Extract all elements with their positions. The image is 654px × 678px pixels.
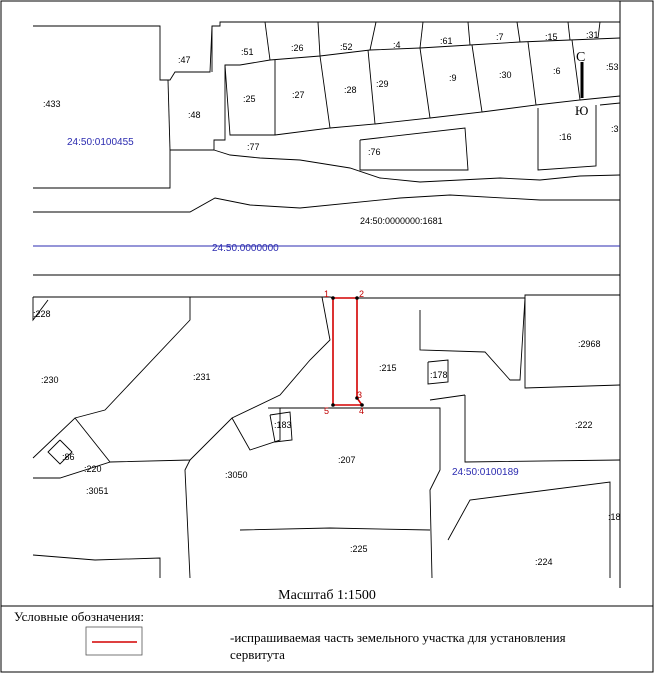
vertex-1 — [331, 296, 335, 300]
parcel-label: :26 — [291, 43, 304, 53]
parcel-label: :178 — [430, 370, 448, 380]
point-label: 4 — [359, 406, 365, 416]
parcel-label: :31 — [586, 30, 599, 40]
parcel-label: :27 — [292, 90, 305, 100]
parcel-label: :207 — [338, 455, 356, 465]
north-arrow-icon — [575, 50, 588, 118]
point-labels — [324, 289, 364, 416]
parcel-label: :222 — [575, 420, 593, 430]
compass-north-label: С — [576, 50, 586, 65]
point-label: 3 — [357, 390, 363, 400]
parcel-label: :29 — [376, 79, 389, 89]
parcel-label: :48 — [188, 110, 201, 120]
parcel-label: :52 — [340, 42, 353, 52]
parcel-label: :53 — [606, 62, 619, 72]
parcel-label: :61 — [440, 36, 453, 46]
quarter-label: 24:50:0000000 — [212, 243, 279, 254]
parcel-label: :16 — [559, 132, 572, 142]
parcel-label: :225 — [350, 544, 368, 554]
parcel-label: :15 — [545, 32, 558, 42]
scale-text: Масштаб 1:1500 — [278, 588, 376, 603]
parcel-label: :3 — [611, 124, 619, 134]
easement-area — [333, 298, 362, 405]
parcel-label: :433 — [43, 99, 61, 109]
parcel-label: :25 — [243, 94, 256, 104]
parcel-label: :231 — [193, 372, 211, 382]
parcel-label: :228 — [33, 309, 51, 319]
parcel-label: :18 — [608, 512, 621, 522]
parcel-label: :9 — [449, 73, 457, 83]
parcel-label: :224 — [535, 557, 553, 567]
parcel-label: :4 — [393, 40, 401, 50]
parcel-label: :6 — [553, 66, 561, 76]
parcel-label: :220 — [84, 464, 102, 474]
upper-block-parcels — [33, 22, 620, 275]
parcel-label: :76 — [368, 147, 381, 157]
parcel-label: :51 — [241, 47, 254, 57]
parcel-label: :30 — [499, 70, 512, 80]
quarter-label: 24:50:0100189 — [452, 467, 519, 478]
point-label: 1 — [324, 289, 330, 299]
parcel-label: :215 — [379, 363, 397, 373]
parcel-label: :28 — [344, 85, 357, 95]
parcel-label: :2968 — [578, 339, 601, 349]
lower-block-parcels — [33, 295, 620, 578]
outer-border — [1, 1, 653, 672]
parcel-label: :3050 — [225, 470, 248, 480]
compass-south-label: Ю — [575, 103, 589, 118]
parcel-label: :183 — [274, 420, 292, 430]
point-label: 5 — [324, 406, 330, 416]
parcel-label: :77 — [247, 142, 260, 152]
parcel-label: :86 — [62, 452, 75, 462]
quarter-label: 24:50:0100455 — [67, 137, 134, 148]
parcel-label: :47 — [178, 55, 191, 65]
parcel-label: :3051 — [86, 486, 109, 496]
vertex-5 — [331, 403, 335, 407]
parcel-label: :7 — [496, 32, 504, 42]
parcel-label: :230 — [41, 375, 59, 385]
legend-title: Условные обозначения: — [14, 609, 145, 624]
parcel-label: 24:50:0000000:1681 — [360, 216, 443, 226]
legend-description: -испрашиваемая часть земельного участка для установления сервитута — [230, 630, 566, 662]
legend-box — [86, 627, 142, 655]
point-label: 2 — [359, 289, 365, 299]
legend-symbol — [86, 627, 142, 655]
